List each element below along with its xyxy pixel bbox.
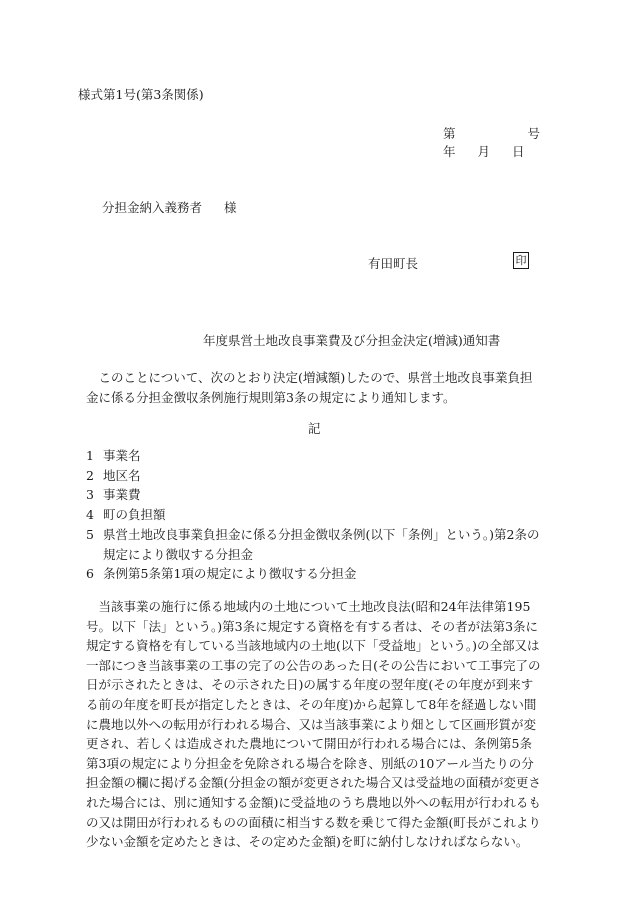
date-day: 日: [512, 144, 525, 159]
item-number: 1: [86, 448, 94, 463]
recipient-honorific: 様: [224, 200, 237, 215]
item-number: 2: [86, 467, 94, 483]
recipient-name: 分担金納入義務者: [102, 200, 203, 215]
item-number: 6: [86, 566, 94, 582]
seal-mark: 印: [513, 252, 529, 269]
item-number: 3: [86, 487, 94, 503]
item-number: 5: [86, 526, 94, 542]
list-item: [86, 485, 541, 505]
date-month: 月: [477, 144, 491, 159]
ki-heading: 記: [308, 421, 321, 436]
list-item: [86, 446, 541, 466]
list-item: [86, 466, 541, 486]
date-year: 年: [443, 144, 456, 159]
list-item: [86, 505, 541, 525]
item-number: 4: [86, 507, 94, 523]
body-paragraph: 当該事業の施行に係る地域内の土地について土地改良法(昭和24年法律第195号。以下「法」という。)第3条に規定する資格を有する者は、その者が法第3条に規定する資格を有している当該地域内の土地(以下「受益地」という。)の全部又は一部につき当該事業の工事の完了の公告のあった日(その公告において工事完了の日が示されたときは、その示された日)の属する年度の翌年度(その年度が到来する前の年度を町長が指定したときは、その年度)から起算して8年を経過しない間に農地以外への転用が行われる場合、又は当該事業により畑として区画形質が変更され、若しくは造成された農地について開田が行われる場合には、条例第5条第3項の規定により分担金を免除される場合を除き、別紙の10アール当たりの分担金額の欄に掲げる金額(分担金の額が変更された場合又は受益地の面積が変更された場合には、別に通知する金額)に受益地のうち農地以外への転用が行われるもの又は開田が行われるものの面積に相当する数を乗じて得た金額(町長がこれより少ない金額を定めたときは、その定めた金額)を町に納付しなければならない。: [86, 599, 541, 850]
document-number-suffix: 号: [527, 126, 541, 141]
recipient: [102, 198, 237, 216]
item-text: 町の負担額: [103, 507, 166, 523]
document-date: [443, 142, 525, 160]
list-item: [86, 525, 541, 564]
item-list: [86, 446, 541, 584]
item-text: 条例第5条第1項の規定により徴収する分担金: [103, 566, 357, 582]
list-item: [86, 564, 541, 584]
item-text: 事業名: [103, 448, 141, 463]
intro-paragraph: このことについて、次のとおり決定(増減額)したので、県営土地改良事業負担金に係る分担金徴収条例施行規則第3条の規定により通知します。: [86, 370, 533, 405]
document-number: [443, 124, 540, 142]
form-label: 様式第1号(第3条関係): [78, 87, 204, 102]
document-number-prefix: 第: [443, 126, 456, 141]
document-title: 年度県営土地改良事業費及び分担金決定(増減)通知書: [203, 333, 501, 348]
item-text: 県営土地改良事業負担金に係る分担金徴収条例(以下「条例」という。)第2条の規定により徴収する分担金: [103, 526, 540, 562]
issuer-name: 有田町長: [368, 256, 419, 271]
item-text: 事業費: [103, 487, 141, 503]
item-text: 地区名: [103, 467, 141, 483]
